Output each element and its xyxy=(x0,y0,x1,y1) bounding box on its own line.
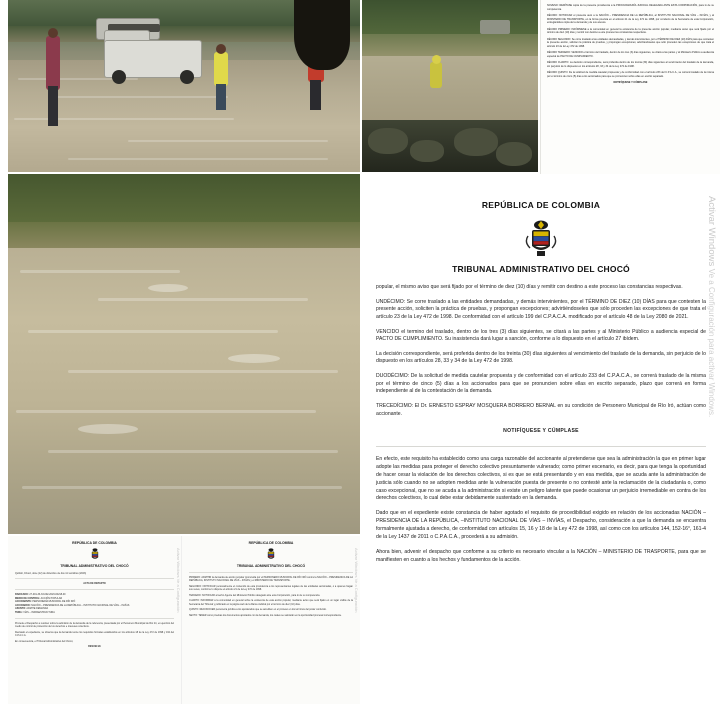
person-head xyxy=(216,44,226,54)
person-head xyxy=(432,55,441,64)
rock xyxy=(368,128,408,154)
doc-paragraph: Procede el Despacho a resolver sobre la admisión de la demanda de la referencia, presentada por el Personero Municipal de Río Iró, en ejercicio del medio de control de protección de los derechos e intereses colectivos. xyxy=(15,621,174,629)
watermark-line-1: Activar Windows xyxy=(706,196,717,267)
colombia-crest-icon xyxy=(89,547,101,562)
colombia-crest-icon xyxy=(524,218,558,258)
doc-paragraph: TRECEDÍCIMO: El Dr. ERNESTO ESPRAY MOSQUERA BORRERO BERNAL en su condición de Personero Municipal de Río Iró, actúan como accionante. xyxy=(376,403,706,417)
page-divider xyxy=(15,589,174,590)
doc-court-header: TRIBUNAL ADMINISTRATIVO DEL CHOCÓ xyxy=(452,264,630,274)
rock xyxy=(496,142,532,166)
doc-paragraph: PRIMERO: ADMITIR la demanda de acción popular promovida por el PERSONERO MUNICIPAL DE RÍO IRÓ contra la NACIÓN – PRESIDENCIA DE LA REPÚBLICA, INSTITUTO NACIONAL DE VÍAS – INVÍAS y el MINISTERIO DE TRANSPORTE. xyxy=(189,576,353,583)
doc-paragraph: DÉCIMO PRIMERO: INFÓRMESE a la comunidad en general la existencia de la presente acción popular, mediante aviso que será fijado por el término de diez (10) días y remitir con destino a este proceso las constancias respectivas. xyxy=(547,27,714,34)
watermark-line-1: Activar Windows xyxy=(354,548,359,578)
page-divider xyxy=(15,578,174,579)
water-wave xyxy=(68,370,338,373)
document-preview-top-right[interactable] xyxy=(540,0,720,174)
doc-paragraph: QUINTO: RECONOCER personería jurídica a los apoderados que se acrediten en el proceso en los términos del poder conferido. xyxy=(189,608,327,612)
doc-paragraph: DUODÉCIMO: De la solicitud de medida cautelar propuesta y de conformidad con el artículo 233 del C.P.A.C.A., se correrá traslado de la misma por el término de cinco (5) días a los accionados para que se pronuncien sobre ellas en escrito separado, plazo que correrá en forma independiente al de la contestación de la demanda. xyxy=(376,373,706,395)
doc-paragraph: DÉCIMO SEGUNDO: Se corre traslado a las entidades demandadas, y demás intervinientes, por el TÉRMINO DE DIEZ (10) DÍAS para que contesten la presente acción, soliciten la práctica de pruebas, y propongan excepciones; advirtiéndoseles que sólo proceden las excepciones de que trata el artículo 23 de la Ley 472 de 1998. xyxy=(547,37,714,48)
person-yellow-vest xyxy=(430,62,442,88)
doc-field-key: RADICADO: xyxy=(15,592,29,596)
doc-field-value: NACIÓN – PRESIDENCIA DE LA REPÚBLICA – INSTITUTO NACIONAL DE VÍAS – INVÍAS xyxy=(31,603,130,607)
water-wave xyxy=(48,450,338,453)
doc-field-value: 27-001-33-33-002-2023-00218-00 xyxy=(29,592,66,596)
watermark-line-2: Ve a Configuración para activar Windows. xyxy=(707,268,716,418)
doc-body xyxy=(376,284,706,436)
doc-ref-label: ACTA DE REPARTO xyxy=(83,582,106,586)
doc-field-key: ACCIONANTE: xyxy=(15,600,32,604)
doc-country-header: REPÚBLICA DE COLOMBIA xyxy=(72,541,117,545)
truck-wheel xyxy=(112,70,126,84)
doc-field-value: PERSONERÍA MUNICIPAL DE RÍO IRÓ xyxy=(32,600,76,604)
water-foam xyxy=(228,354,280,363)
person-legs xyxy=(310,80,321,110)
watermark-line-2: Ve a Configuración xyxy=(354,578,359,613)
document-preview-bottom-center[interactable] xyxy=(182,536,360,704)
watermark-line-2: Ve a Configuración xyxy=(176,578,181,613)
water-foam xyxy=(78,424,138,434)
doc-field-key: MEDIO DE CONTROL: xyxy=(15,596,41,600)
doc-paragraph: SEGUNDO: NOTIFICAR personalmente el contenido de esta providencia a los representantes legales de las entidades accionadas, o a quienes hagan sus veces, conforme lo dispone el artículo 21 de la Ley 472 de 1998. xyxy=(189,584,353,592)
doc-paragraph: UNDÉCIMO: Se corre traslado a las entidades demandadas, y demás intervinientes, por el TÉRMINO DE DIEZ (10) DÍAS para que contesten la presente acción, soliciten la práctica de pruebas, y propongan excepciones; advirtiéndoseles que sólo proceden las excepciones de que trata el artículo 23 de la Ley 472 de 1998. De conformidad con el artículo 199 del C.P.A.C.A. modificado por el artículo 48 de la Ley 2080 de 2021. xyxy=(376,298,706,320)
doc-country-header: REPÚBLICA DE COLOMBIA xyxy=(248,541,294,545)
doc-court-header: TRIBUNAL ADMINISTRATIVO DEL CHOCÓ xyxy=(236,564,306,568)
person-legs xyxy=(216,84,226,110)
doc-notify-line: NOTIFÍQUESE Y CÚMPLASE xyxy=(613,81,648,84)
doc-paragraph: DÉCIMO: NOTIFICAR el presente auto a la NACIÓN – PRESIDENCIA DE LA REPÚBLICA, al INSTITUTO NACIONAL DE VÍAS – INVÍAS, y al MINISTERIO DE TRANSPORTE, en la forma prevista en el artículo 21 de la Ley 472 de 1998, por conducto de la Secretaría de esta Corporación, entregándoles copia de la demanda y de sus anexos. xyxy=(547,14,714,24)
doc-paragraph: DÉCIMO CUARTO: La decisión correspondiente, será proferida dentro de los treinta (30) días siguientes al vencimiento del traslado de la demanda, sin perjuicio de lo dispuesto en los artículos 28, 33 y 34 de la Ley 472 de 1998. xyxy=(547,61,714,68)
photo-river-bank-worker[interactable] xyxy=(362,0,538,172)
doc-paragraph: TERCERO: NOTIFICAR al señor Agente del Ministerio Público delegado ante esta Corporación, para lo de su competencia. xyxy=(189,593,321,597)
doc-city-date: Quibdó, Chocó, doce (12) de diciembre de dos mil veintitrés (2023) xyxy=(15,572,87,575)
person-legs xyxy=(48,86,58,126)
colombia-crest-icon xyxy=(265,547,277,562)
doc-field-value: ADMITE DEMANDA xyxy=(26,607,49,611)
doc-field-value: VÍAS – INFRAESTRUCTURA xyxy=(23,611,55,615)
doc-paragraph: Revisado el expediente, se observa que la demanda reúne los requisitos formales establecidos en los artículos 18 de la Ley 472 de 1998 y 162 del C.P.A.C.A. xyxy=(15,630,174,638)
water-foam xyxy=(148,284,188,292)
water-wave xyxy=(16,410,316,413)
doc-paragraph: DÉCIMO QUINTO: De la solicitud de medida cautelar propuesta y de conformidad con el artículo 233 del C.P.A.C.A., se correrá traslado de la misma por el término de cinco (5) días a los accionados para que se pronuncien sobre ellas en escrito separado. xyxy=(547,71,714,78)
doc-paragraph: NOVENO: REMÍTASE copia de la presente providencia a la PROCURADURÍA JUDICIAL DELEGADA ANTE ESTA CORPORACIÓN, para lo de su competencia. xyxy=(547,4,714,11)
page-divider xyxy=(376,446,706,447)
document-preview-bottom-left[interactable] xyxy=(8,536,182,704)
document-main-page[interactable] xyxy=(362,174,720,704)
doc-paragraph: En efecto, este requisito ha establecido como una carga razonable del accionante al pretenderse que sea la administración la que en primer lugar adopte las medidas para proteger el derecho colectivo presuntamente vulnerado; como primer escenario, es decir, para que tenga la oportunidad de hacer cesar la violación de los derechos colectivos, si es que se está presentando y en esa medida, que se acuda ante la administración de justicia sólo cuando no se adopten medidas ante la vulneración puesta de presente o no contesté ante la reclamación de la ciudadanía o, como caso excepcional, que no se acuda a la administración si existe un peligro latente que puede ocasionar un perjuicio irremediable en contra de los derechos colectivos, lo cual debe estar debidamente sustentado en la demanda. xyxy=(376,455,706,502)
page-divider xyxy=(15,618,174,619)
doc-paragraph: La decisión correspondiente, será proferida dentro de los treinta (30) días siguientes al vencimiento del traslado de la demanda, sin perjuicio de lo dispuesto en los artículos 28, 33 y 34 de la Ley 472 de 1998. xyxy=(376,350,706,365)
person-yellow-shirt xyxy=(214,52,228,86)
doc-paragraph: popular, el mismo aviso que será fijado por el término de diez (10) días y remitir con destino a este proceso las constancias respectivas. xyxy=(376,284,683,290)
person-red-shirt xyxy=(46,36,60,90)
rock xyxy=(410,140,444,162)
page-divider xyxy=(189,572,353,573)
doc-notify-line: NOTIFÍQUESE Y CÚMPLASE xyxy=(503,428,579,435)
watermark-line-1: Activar Windows xyxy=(176,548,181,578)
water-wave xyxy=(20,270,180,273)
doc-field-key: TEMA: xyxy=(15,611,23,615)
doc-paragraph: En consecuencia, el Tribunal Administrativo del Chocó, xyxy=(15,639,74,643)
river-water xyxy=(362,56,538,126)
doc-paragraph: SEXTO: TENER como pruebas los documentos aportados con la demanda, los cuales se valorarán en la oportunidad procesal correspondiente. xyxy=(189,613,342,617)
water-ripple xyxy=(14,118,234,120)
water-ripple xyxy=(128,140,328,142)
person-head xyxy=(48,28,58,38)
doc-field-value: ACCIÓN POPULAR xyxy=(40,596,63,600)
doc-court-header: TRIBUNAL ADMINISTRATIVO DEL CHOCÓ xyxy=(60,564,129,568)
truck-wheel xyxy=(180,70,194,84)
water-wave xyxy=(22,486,342,489)
background-vehicle xyxy=(480,20,510,34)
water-ripple xyxy=(48,96,228,98)
doc-paragraph: DÉCIMO TERCERO: VENCIDO el término del traslado, dentro de los tres (3) días siguientes, se citará a las partes y al Ministerio Público a audiencia especial de PACTO DE CUMPLIMIENTO. xyxy=(547,51,714,58)
doc-resolution-label: RESUELVE xyxy=(88,645,101,649)
doc-paragraph: Ahora bien, advenir el despacho que conforme a su criterio es necesario vincular a la NACIÓN – MINISTERIO DE TRASPORTE, para que se manifiesten en cuanto a los hechos y fundamentos de la acción. xyxy=(376,548,706,563)
river-water xyxy=(8,248,360,534)
doc-paragraph: CUARTO: INFORMAR a la comunidad en general sobre la existencia de esta acción popular, mediante aviso que será fijado en un lugar visible de la Secretaría del Tribunal y publicado en la página web de la Rama Judicial por el término de diez (10) días. xyxy=(189,599,353,606)
doc-paragraph: VENCIDO el termino del traslado, dentro de los tres (3) días siguientes, se citará a las partes y al Ministerio Público a audiencia especial de PACTO DE CUMPLIMIENTO. Su inasistencia dará lugar a sanción, conforme a lo dispuesto en el artículo 27 ibídem. xyxy=(376,328,706,343)
rock xyxy=(454,128,498,156)
doc-field-key: ACCIONADO: xyxy=(15,603,31,607)
water-ripple xyxy=(68,158,328,160)
doc-field-row xyxy=(15,611,174,615)
foreground-shadow xyxy=(294,0,350,70)
doc-country-header: REPÚBLICA DE COLOMBIA xyxy=(481,200,601,210)
doc-paragraph: Dado que en el expediente existe constancia de haber agotado el requisito de procedibilidad exigido en relación de los accionadas NACIÓN – PRESIDENCIA DE LA REPÚBLICA, –INSTITUTO NACIONAL DE VÍAS – INVÍAS, el Despacho, consideración a que la demanda se encuentra formalmente ajustada a derecho, de conformidad con artículos 15, 16 y 18 de la Ley 472 de 1998, así como con los artículos 144, 152-16°, 161-4 de la Ley 1437 de 2011 o C.P.A.C.A., procederá a su admisión. xyxy=(376,510,706,540)
photo-truck-river-crossing[interactable] xyxy=(8,0,360,172)
water-wave xyxy=(28,330,278,333)
photo-flooded-river[interactable] xyxy=(8,174,360,534)
doc-field-key: ASUNTO: xyxy=(15,607,26,611)
doc-body-lower xyxy=(376,456,706,565)
water-wave xyxy=(98,298,308,301)
